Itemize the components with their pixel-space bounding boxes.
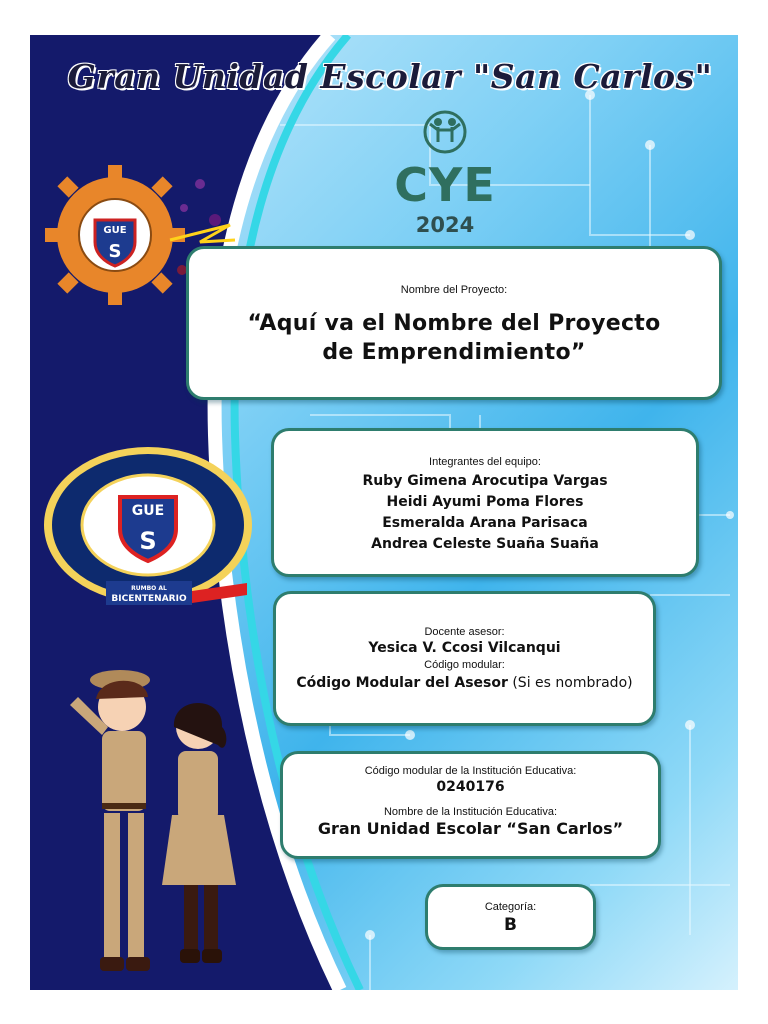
team-member: Heidi Ayumi Poma Flores bbox=[386, 494, 584, 510]
advisor-code-value: Código Modular del Asesor bbox=[296, 675, 508, 691]
project-name-line1: “Aquí va el Nombre del Proyecto bbox=[247, 311, 661, 336]
project-label: Nombre del Proyecto: bbox=[400, 284, 508, 296]
seal-ribbon-big: BICENTENARIO bbox=[111, 594, 187, 604]
svg-text:S: S bbox=[108, 241, 122, 262]
project-name-line2: de Emprendimiento” bbox=[322, 340, 586, 365]
advisor-label: Docente asesor: bbox=[424, 626, 505, 638]
project-name bbox=[189, 309, 719, 367]
category-label: Categoría: bbox=[484, 901, 537, 913]
institution-name-value: Gran Unidad Escolar “San Carlos” bbox=[317, 819, 624, 838]
institution-code-value: 0240176 bbox=[436, 779, 505, 795]
category-value: B bbox=[504, 915, 517, 935]
school-seal bbox=[42, 445, 254, 615]
category-box bbox=[425, 884, 596, 950]
institution-name-label: Nombre de la Institución Educativa: bbox=[383, 806, 558, 818]
advisor-code bbox=[276, 673, 653, 694]
team-label: Integrantes del equipo: bbox=[429, 456, 541, 468]
advisor-code-label: Código modular: bbox=[424, 659, 505, 671]
cover-page bbox=[30, 35, 738, 990]
team-member: Andrea Celeste Suaña Suaña bbox=[371, 536, 599, 552]
svg-text:S: S bbox=[139, 527, 157, 555]
gear-logo-badge: GUE bbox=[103, 225, 127, 236]
seal-ribbon-small: RUMBO AL bbox=[131, 585, 167, 592]
cadet-characters bbox=[50, 635, 250, 990]
institution-code-label: Código modular de la Institución Educativa: bbox=[364, 765, 577, 777]
team-member: Ruby Gimena Arocutipa Vargas bbox=[362, 473, 608, 489]
cye-logo bbox=[370, 110, 520, 240]
team-box bbox=[271, 428, 699, 577]
cye-year: 2024 bbox=[415, 213, 475, 237]
project-box bbox=[186, 246, 722, 400]
institution-box bbox=[280, 751, 661, 859]
team-member: Esmeralda Arana Parisaca bbox=[382, 515, 588, 531]
advisor-name: Yesica V. Ccosi Vilcanqui bbox=[368, 640, 561, 656]
children-icon bbox=[418, 110, 472, 154]
school-title: Gran Unidad Escolar "San Carlos" bbox=[67, 57, 713, 96]
advisor-code-note: (Si es nombrado) bbox=[507, 675, 633, 691]
seal-badge: GUE bbox=[131, 503, 165, 519]
advisor-box bbox=[273, 591, 656, 726]
cye-text: CYE bbox=[394, 158, 496, 212]
